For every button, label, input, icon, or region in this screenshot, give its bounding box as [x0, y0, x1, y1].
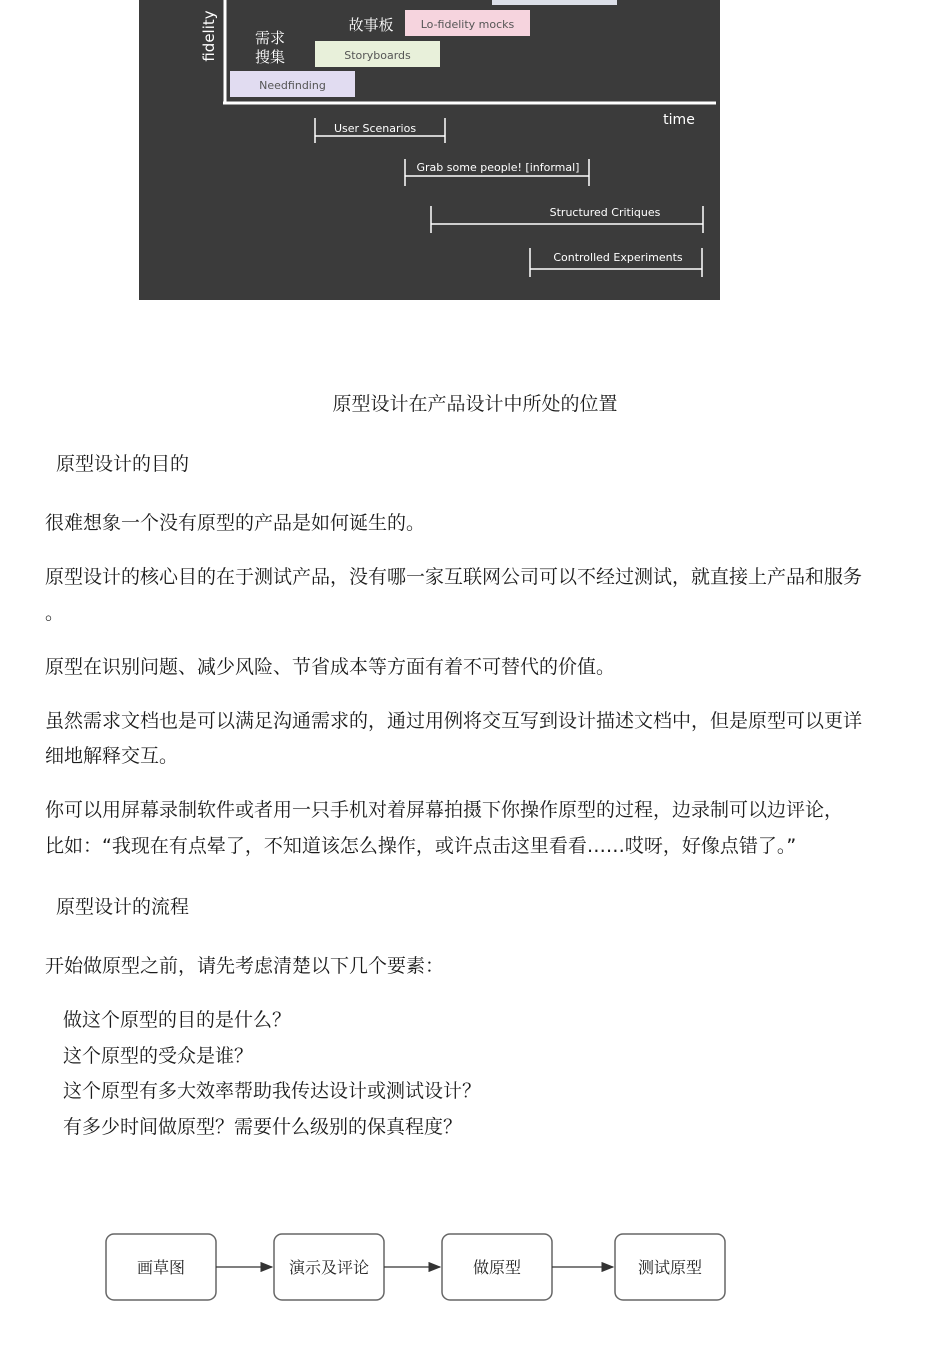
figure-caption: 原型设计在产品设计中所处的位置: [332, 393, 618, 415]
paragraph-4-line-2: 细地解释交互。: [45, 745, 179, 767]
needfinding-stage-label-1: 需求: [254, 29, 286, 47]
paragraph-2-line-2: 。: [45, 602, 65, 624]
range-user-scenarios-label: User Scenarios: [333, 122, 417, 135]
x-axis-label: time: [663, 112, 695, 128]
paragraph-4-line-1: 虽然需求文档也是可以满足沟通需求的，通过用例将交互写到设计描述文档中，但是原型可以更详: [45, 710, 863, 732]
flow-step-test-label: 测试原型: [637, 1258, 703, 1277]
section-heading-process: 原型设计的流程: [56, 896, 190, 918]
storyboard-stage-label: 故事板: [348, 16, 394, 34]
range-controlled-experiments-label: Controlled Experiments: [553, 251, 683, 264]
paragraph-1: 很难想象一个没有原型的产品是如何诞生的。: [45, 512, 426, 534]
list-item: 做这个原型的目的是什么？: [63, 1009, 292, 1031]
flow-step-sketch-label: 画草图: [136, 1258, 186, 1277]
fidelity-time-figure: [139, 0, 720, 300]
storyboards-box-label: Storyboards: [344, 49, 411, 62]
y-axis-label: fidelity: [200, 10, 218, 62]
paragraph-5-line-2: 比如：“我现在有点晕了，不知道该怎么操作，或许点击这里看看……哎呀，好像点错了。”: [45, 835, 797, 857]
flow-step-prototype-label: 做原型: [472, 1258, 522, 1277]
process-intro: 开始做原型之前，请先考虑清楚以下几个要素：: [45, 955, 445, 977]
paragraph-3: 原型在识别问题、减少风险、节省成本等方面有着不可替代的价值。: [45, 656, 616, 678]
lofi-box-label: Lo-fidelity mocks: [420, 18, 515, 31]
needfinding-box-label: Needfinding: [259, 79, 326, 92]
list-item: 这个原型有多大效率帮助我传达设计或测试设计？: [63, 1080, 482, 1102]
flow-step-review-label: 演示及评论: [288, 1258, 370, 1277]
section-heading-purpose: 原型设计的目的: [56, 453, 190, 475]
hifi-box-partial: [492, 0, 617, 5]
process-flow-diagram: [95, 1224, 735, 1310]
paragraph-2-line-1: 原型设计的核心目的在于测试产品，没有哪一家互联网公司可以不经过测试，就直接上产品和服务: [45, 566, 863, 588]
list-item: 有多少时间做原型？需要什么级别的保真程度？: [63, 1115, 463, 1138]
question-list: [63, 1003, 481, 1145]
paragraph-5-line-1: 你可以用屏幕录制软件或者用一只手机对着屏幕拍摄下你操作原型的过程，边录制可以边评论，: [45, 799, 844, 821]
range-grab-people-label: Grab some people! [informal]: [416, 161, 580, 174]
range-structured-critiques-label: Structured Critiques: [549, 206, 661, 219]
needfinding-stage-label-2: 搜集: [254, 48, 286, 66]
list-item: 这个原型的受众是谁？: [63, 1044, 254, 1067]
